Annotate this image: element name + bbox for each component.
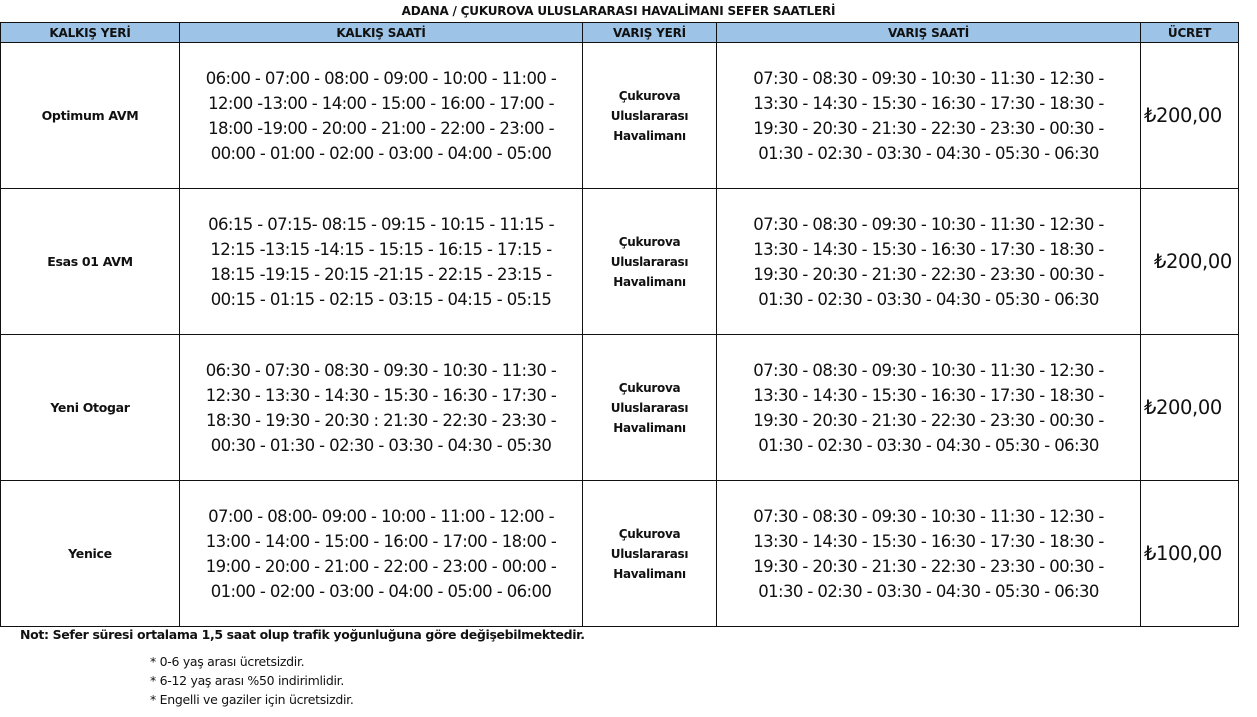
arrival-place-line: Çukurova: [618, 88, 681, 103]
travel-time-note: Not: Sefer süresi ortalama 1,5 saat olup trafik yoğunluğuna göre değişebilmektedir.: [20, 627, 585, 642]
departure-times: [180, 335, 583, 481]
departure-place: Yenice: [1, 481, 180, 627]
time-line: 07:30 - 08:30 - 09:30 - 10:30 - 11:30 - 12:30 -: [753, 68, 1104, 88]
fare-conditions-list: [150, 652, 354, 709]
time-line: 07:30 - 08:30 - 09:30 - 10:30 - 11:30 - 12:30 -: [753, 360, 1104, 380]
table-row: [1, 43, 1239, 189]
time-line: 12:15 -13:15 -14:15 - 15:15 - 16:15 - 17:15 -: [210, 239, 552, 259]
departure-times: [180, 43, 583, 189]
arrival-place-line: Uluslararası: [610, 254, 689, 269]
time-line: 06:00 - 07:00 - 08:00 - 09:00 - 10:00 - 11:00 -: [205, 68, 557, 88]
time-line: 18:30 - 19:30 - 20:30 : 21:30 - 22:30 - 23:30 -: [205, 410, 557, 430]
time-line: 01:30 - 02:30 - 03:30 - 04:30 - 05:30 - 06:30: [758, 435, 1099, 455]
arrival-place-line: Uluslararası: [610, 546, 689, 561]
arrival-place-line: Uluslararası: [610, 108, 689, 123]
price: ₺100,00: [1141, 481, 1239, 627]
arrival-place-line: Havalimanı: [613, 274, 686, 289]
time-line: 19:30 - 20:30 - 21:30 - 22:30 - 23:30 - 00:30 -: [753, 264, 1104, 284]
time-line: 06:30 - 07:30 - 08:30 - 09:30 - 10:30 - 11:30 -: [205, 360, 557, 380]
time-line: 19:30 - 20:30 - 21:30 - 22:30 - 23:30 - 00:30 -: [753, 118, 1104, 138]
price: ₺200,00: [1141, 189, 1239, 335]
time-line: 13:30 - 14:30 - 15:30 - 16:30 - 17:30 - 18:30 -: [753, 531, 1104, 551]
arrival-place: [583, 43, 717, 189]
table-row: [1, 481, 1239, 627]
header-row: [1, 23, 1239, 43]
time-line: 07:30 - 08:30 - 09:30 - 10:30 - 11:30 - 12:30 -: [753, 506, 1104, 526]
time-line: 01:30 - 02:30 - 03:30 - 04:30 - 05:30 - 06:30: [758, 143, 1099, 163]
fare-condition-item: * 6-12 yaş arası %50 indirimlidir.: [150, 673, 344, 688]
header-price: ÜCRET: [1141, 23, 1239, 43]
time-line: 19:30 - 20:30 - 21:30 - 22:30 - 23:30 - 00:30 -: [753, 556, 1104, 576]
departure-place: Esas 01 AVM: [1, 189, 180, 335]
arrival-times: [717, 43, 1141, 189]
time-line: 18:15 -19:15 - 20:15 -21:15 - 22:15 - 23:15 -: [210, 264, 552, 284]
arrival-place-line: Havalimanı: [613, 566, 686, 581]
fare-condition-item: * Engelli ve gaziler için ücretsizdir.: [150, 692, 354, 707]
fare-condition-item: * 0-6 yaş arası ücretsizdir.: [150, 654, 305, 669]
schedule-table: [0, 22, 1239, 627]
arrival-place: [583, 481, 717, 627]
arrival-times: [717, 189, 1141, 335]
time-line: 01:30 - 02:30 - 03:30 - 04:30 - 05:30 - 06:30: [758, 581, 1099, 601]
departure-place: Optimum AVM: [1, 43, 180, 189]
arrival-times: [717, 481, 1141, 627]
table-row: [1, 189, 1239, 335]
time-line: 12:30 - 13:30 - 14:30 - 15:30 - 16:30 - 17:30 -: [205, 385, 557, 405]
time-line: 06:15 - 07:15- 08:15 - 09:15 - 10:15 - 11:15 -: [208, 214, 554, 234]
time-line: 12:00 -13:00 - 14:00 - 15:00 - 16:00 - 17:00 -: [208, 93, 554, 113]
departure-times: [180, 189, 583, 335]
header-arrival-place: VARIŞ YERİ: [583, 23, 717, 43]
arrival-place: [583, 335, 717, 481]
arrival-place-line: Uluslararası: [610, 400, 689, 415]
time-line: 01:30 - 02:30 - 03:30 - 04:30 - 05:30 - 06:30: [758, 289, 1099, 309]
page-title: ADANA / ÇUKUROVA ULUSLARARASI HAVALİMANI SEFER SAATLERİ: [401, 4, 836, 18]
table-row: [1, 335, 1239, 481]
arrival-times: [717, 335, 1141, 481]
header-departure-place: KALKIŞ YERİ: [1, 23, 180, 43]
arrival-place-line: Çukurova: [618, 526, 681, 541]
header-arrival-times: VARIŞ SAATİ: [717, 23, 1141, 43]
departure-place: Yeni Otogar: [1, 335, 180, 481]
price: ₺200,00: [1141, 335, 1239, 481]
arrival-place-line: Havalimanı: [613, 128, 686, 143]
time-line: 00:00 - 01:00 - 02:00 - 03:00 - 04:00 - 05:00: [210, 143, 552, 163]
time-line: 13:30 - 14:30 - 15:30 - 16:30 - 17:30 - 18:30 -: [753, 239, 1104, 259]
time-line: 00:30 - 01:30 - 02:30 - 03:30 - 04:30 - 05:30: [210, 435, 552, 455]
arrival-place-line: Çukurova: [618, 234, 681, 249]
header-departure-times: KALKIŞ SAATİ: [180, 23, 583, 43]
time-line: 13:00 - 14:00 - 15:00 - 16:00 - 17:00 - 18:00 -: [205, 531, 557, 551]
price: ₺200,00: [1141, 43, 1239, 189]
time-line: 01:00 - 02:00 - 03:00 - 04:00 - 05:00 - 06:00: [210, 581, 552, 601]
time-line: 07:00 - 08:00- 09:00 - 10:00 - 11:00 - 12:00 -: [208, 506, 554, 526]
time-line: 13:30 - 14:30 - 15:30 - 16:30 - 17:30 - 18:30 -: [753, 385, 1104, 405]
arrival-place-line: Çukurova: [618, 380, 681, 395]
time-line: 19:30 - 20:30 - 21:30 - 22:30 - 23:30 - 00:30 -: [753, 410, 1104, 430]
time-line: 18:00 -19:00 - 20:00 - 21:00 - 22:00 - 23:00 -: [208, 118, 554, 138]
time-line: 19:00 - 20:00 - 21:00 - 22:00 - 23:00 - 00:00 -: [205, 556, 557, 576]
time-line: 07:30 - 08:30 - 09:30 - 10:30 - 11:30 - 12:30 -: [753, 214, 1104, 234]
arrival-place: [583, 189, 717, 335]
departure-times: [180, 481, 583, 627]
arrival-place-line: Havalimanı: [613, 420, 686, 435]
time-line: 00:15 - 01:15 - 02:15 - 03:15 - 04:15 - 05:15: [210, 289, 552, 309]
time-line: 13:30 - 14:30 - 15:30 - 16:30 - 17:30 - 18:30 -: [753, 93, 1104, 113]
